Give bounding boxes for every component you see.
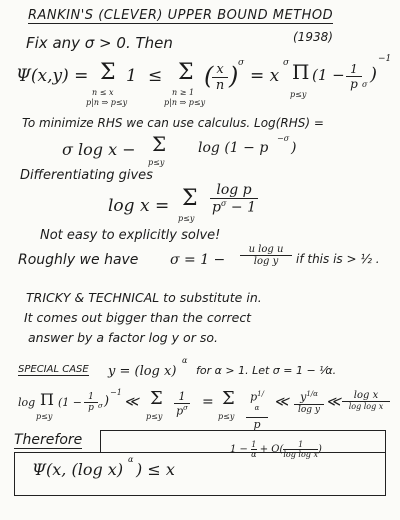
year-note: (1938): [293, 30, 333, 44]
eq1-term: 1: [126, 66, 137, 86]
eq1-sum2: Σ: [178, 60, 194, 85]
eq4-pfrac-den: p: [88, 403, 94, 413]
comes-out-line: It comes out bigger than the correct: [24, 310, 252, 325]
eq1-sigma: σ: [238, 58, 245, 68]
eq1-eq: = x: [250, 66, 280, 86]
tricky-line: TRICKY & TECHNICAL to substitute in.: [26, 290, 262, 305]
eq2-sum-range: p≤y: [148, 158, 165, 167]
special-case-condition: for α > 1. Let σ = 1 − ¹⁄α.: [196, 364, 337, 377]
roughly-condition: if this is > ½ .: [296, 252, 380, 266]
eq4-f3: [294, 390, 324, 415]
eq4-f4: [342, 390, 390, 411]
eq1-sum1: Σ: [100, 60, 116, 85]
therefore-label: Therefore: [14, 432, 83, 448]
eq4-sum1: Σ: [150, 388, 163, 409]
eq4-sum2-range: p≤y: [218, 412, 235, 421]
eq3-sum-range: p≤y: [178, 214, 195, 223]
eq4-pfrac-exp: σ: [98, 402, 103, 410]
eq4-f1-den: $p^\sigma$: [176, 404, 188, 418]
fix-line: Fix any σ > 0. Then: [26, 34, 173, 52]
final-alpha: α: [128, 455, 134, 464]
eq4-paren: (1 −: [58, 396, 83, 409]
eq1-frac: [212, 62, 228, 93]
eq1-frac-num: x: [212, 62, 228, 78]
eq2-a: σ log x −: [62, 140, 136, 159]
eq4-product-range: p≤y: [36, 412, 53, 421]
eq1-paren: (1 −: [312, 66, 345, 84]
roughly-text: Roughly we have: [18, 252, 139, 268]
eq3-frac: [210, 182, 258, 216]
eq1-product-range: p≤y: [290, 90, 307, 99]
roughly-frac-den: log y: [253, 256, 279, 267]
eq1-product: Π: [292, 60, 310, 84]
special-case-alpha: α: [182, 356, 188, 365]
eq4-close: ): [104, 394, 110, 409]
eq1-lhs: Ψ(x,y) =: [16, 66, 89, 86]
final-lhs: Ψ(x, (log x): [32, 460, 124, 479]
eq2-c: ): [291, 140, 297, 156]
differentiating-line: Differentiating gives: [20, 168, 153, 183]
eq4-pfrac-num: 1: [84, 392, 98, 403]
eq1-le: ≤: [148, 66, 163, 86]
roughly-sigma: σ = 1 −: [170, 252, 226, 268]
eq1-x-exp: σ: [283, 58, 290, 68]
roughly-frac: [240, 244, 292, 267]
eq1-pfrac-num: 1: [346, 62, 362, 77]
eq4-f1-num: 1: [174, 390, 190, 404]
eq4-ll1: ≪: [124, 394, 139, 410]
eq3-sum: Σ: [182, 186, 198, 211]
eq4-f2: [246, 390, 268, 431]
eq4-f4-den: log log x: [348, 402, 384, 411]
eq1-paren-open: (: [204, 62, 214, 90]
eq1-pfrac-den: p: [350, 77, 358, 91]
eq2-sum: Σ: [152, 132, 167, 156]
eq1-exponent: −1: [378, 54, 392, 64]
eq4-f4-num: log x: [342, 390, 390, 402]
answer-line: answer by a factor log y or so.: [28, 330, 218, 345]
eq4-ll3: ≪: [326, 394, 341, 410]
eq1-sum1-condition: p|n ⇒ p≤y: [86, 98, 128, 107]
eq2-exp: −σ: [277, 134, 290, 143]
eq4-sum2: Σ: [222, 388, 235, 409]
eq1-pfrac: [346, 62, 362, 91]
eq4-f3-den: log y: [297, 404, 320, 415]
eq2-b: log (1 − p: [198, 140, 269, 156]
eq1-sum2-range: n ≥ 1: [172, 88, 195, 97]
eq1-paren-close: ): [229, 62, 239, 90]
eq1-pfrac-exp: σ: [362, 80, 368, 89]
eq1-sum1-range: n ≤ x: [92, 88, 114, 97]
eq1-sum2-condition: p|n ⇒ p≤y: [164, 98, 206, 107]
special-case-label: SPECIAL CASE: [18, 364, 89, 375]
eq1-close: ): [370, 64, 378, 85]
eq4-sum1-range: p≤y: [146, 412, 163, 421]
eq4-f2-num: $p^{1/\alpha}$: [246, 390, 268, 418]
eq1-frac-den: n: [215, 78, 225, 93]
eq3-frac-den: $p^\sigma - 1$: [212, 199, 256, 216]
eq4-pfrac: [84, 392, 98, 413]
eq4-f2-den: p: [253, 418, 261, 432]
eq4-f3-num: $y^{1/\alpha}$: [294, 390, 324, 405]
roughly-frac-num: u log u: [240, 244, 292, 256]
final-rhs: ) ≤ x: [136, 460, 175, 479]
not-easy-note: Not easy to explicitly solve!: [40, 228, 221, 243]
eq4-eq: =: [202, 394, 214, 410]
eq3-lhs: log x =: [108, 196, 170, 216]
eq4-product: Π: [40, 390, 54, 409]
eq4-f1: [174, 390, 190, 418]
minimize-line: To minimize RHS we can use calculus. Log(RHS) =: [22, 116, 324, 130]
final-exponent: 1 − $\frac{1}{\alpha}$ + O( $\frac{1}{\text{log log x}}$ ): [230, 440, 322, 459]
page-title: RANKIN'S (CLEVER) UPPER BOUND METHOD: [28, 8, 334, 23]
special-case-equation: y = (log x): [108, 364, 177, 379]
eq4-log: log: [18, 396, 36, 409]
eq4-neg: −1: [110, 388, 122, 397]
eq4-ll2: ≪: [274, 394, 289, 410]
eq3-frac-num: log p: [210, 182, 258, 199]
